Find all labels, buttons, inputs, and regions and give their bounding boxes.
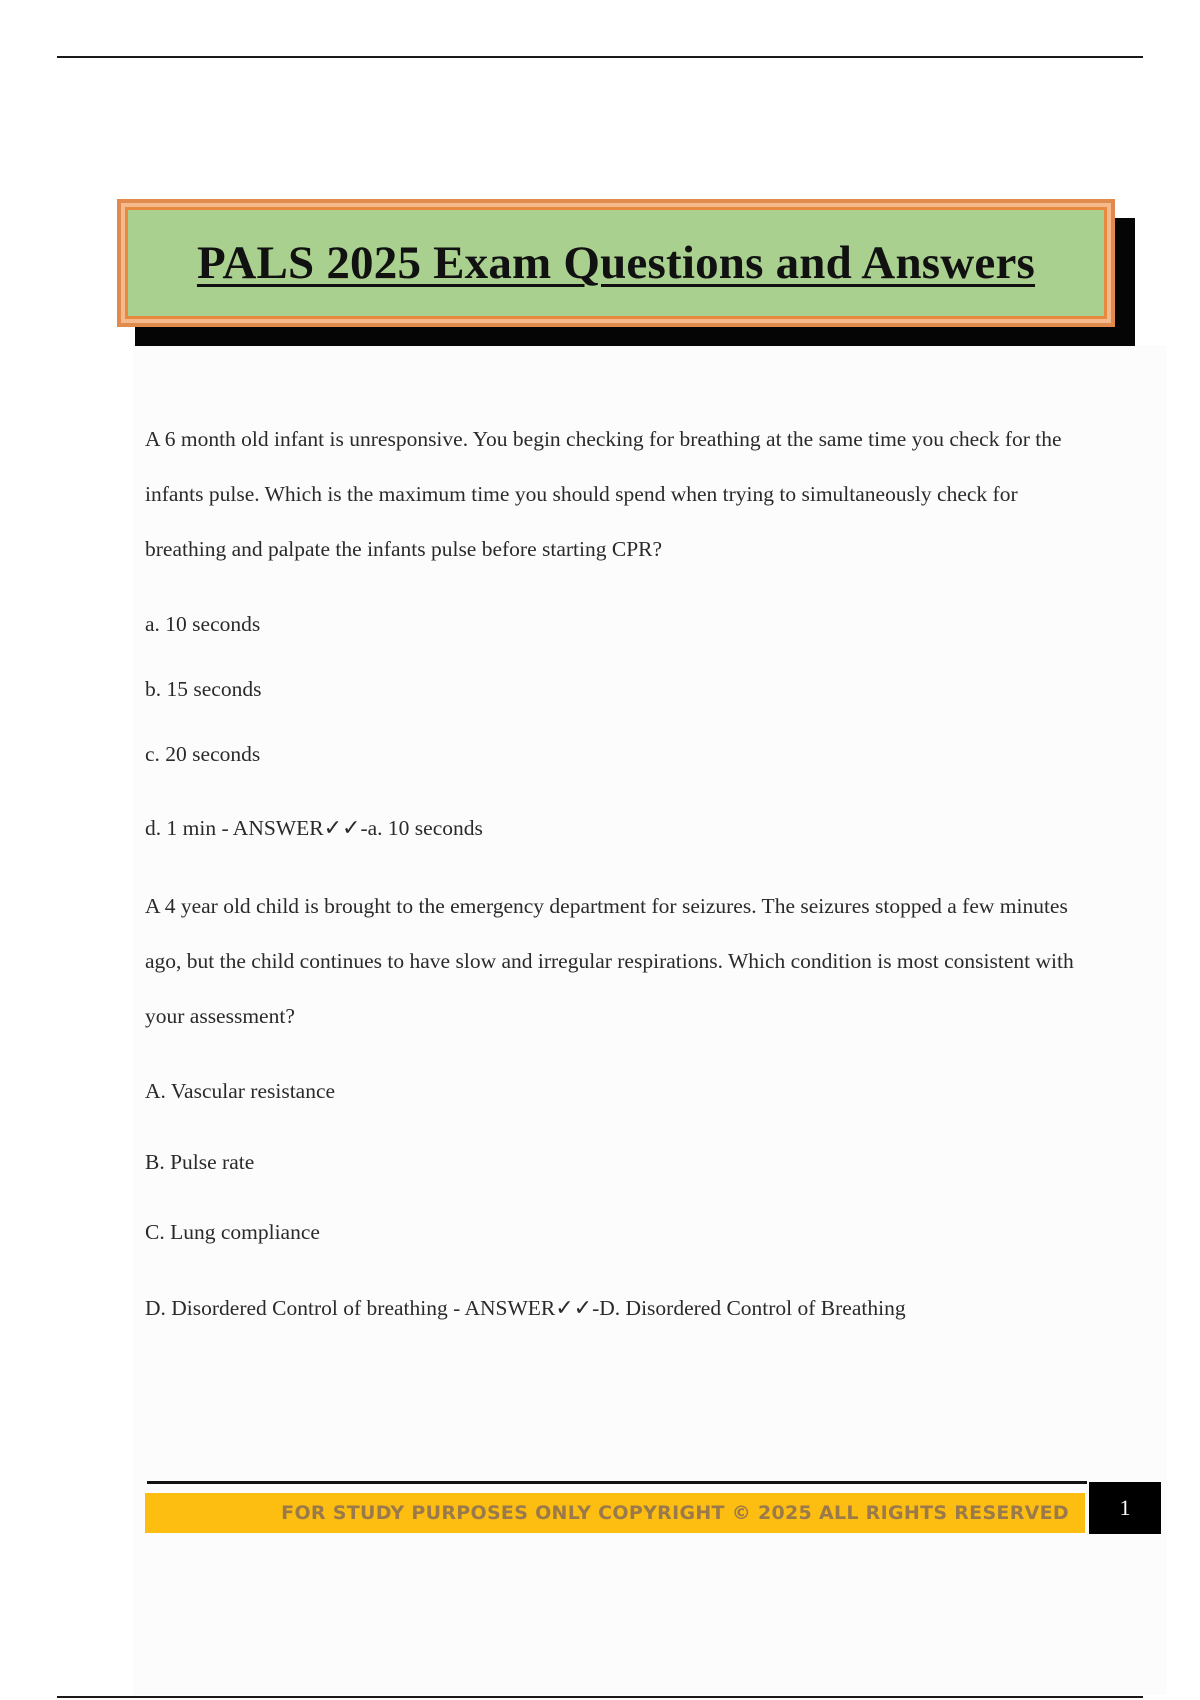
- question-1-option-d: d. 1 min - ANSWER: [145, 816, 324, 840]
- footer-rule: [147, 1481, 1087, 1484]
- question-2-stem: A 4 year old child is brought to the emergency department for seizures. The seizures stopped a few minutes ago, but the child continues to have slow and irregular respirations. Which condition is most consistent with your assessment?: [145, 894, 1074, 1028]
- question-1-stem: A 6 month old infant is unresponsive. You begin checking for breathing at the same time you check for the infants pulse. Which is the maximum time you should spend when trying to simultaneously check for breathing and palpate the infants pulse before starting CPR?: [145, 427, 1062, 561]
- page-number: 1: [1119, 1495, 1131, 1520]
- footer-band: [145, 1493, 1085, 1533]
- question-1-option-d-answer: [145, 814, 1095, 843]
- check-icon: ✓✓: [323, 816, 361, 841]
- copyright-notice: FOR STUDY PURPOSES ONLY COPYRIGHT © 2025 ALL RIGHTS RESERVED: [281, 1502, 1069, 1524]
- question-content: [145, 412, 1095, 1323]
- document-title: PALS 2025 Exam Questions and Answers: [196, 237, 1036, 289]
- bottom-rule: [57, 1696, 1143, 1698]
- question-2-option-a: A. Vascular resistance: [145, 1079, 336, 1103]
- question-1-answer: -a. 10 seconds: [360, 816, 483, 840]
- title-banner-inner: [125, 207, 1107, 319]
- question-1-option-a: a. 10 seconds: [145, 612, 261, 636]
- check-icon: ✓✓: [555, 1296, 593, 1321]
- page-number-box: [1089, 1482, 1161, 1534]
- top-rule: [57, 56, 1143, 58]
- question-2-option-b: B. Pulse rate: [145, 1150, 255, 1174]
- question-1-option-c: c. 20 seconds: [145, 742, 261, 766]
- question-2-option-c: C. Lung compliance: [145, 1220, 320, 1244]
- question-1-option-b: b. 15 seconds: [145, 677, 262, 701]
- question-2-option-d-answer: [145, 1294, 1095, 1323]
- title-banner: [117, 199, 1115, 327]
- question-2-option-d: D. Disordered Control of breathing - ANSWER: [145, 1296, 556, 1320]
- question-2-answer: -D. Disordered Control of Breathing: [592, 1296, 906, 1320]
